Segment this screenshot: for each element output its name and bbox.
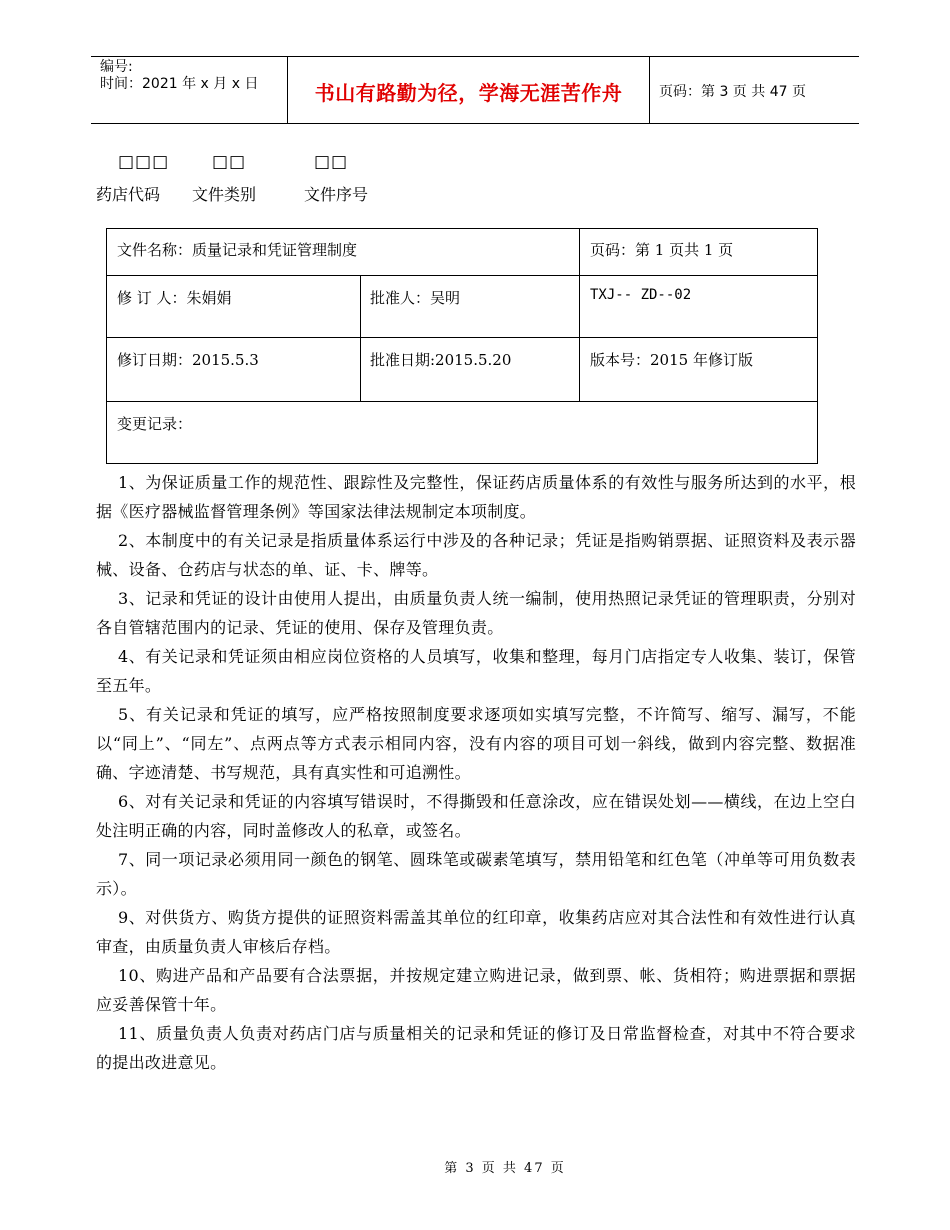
header-page-number: 页码：第 3 页 共 47 页 (659, 84, 806, 100)
revise-date-cell: 修订日期：2015.5.3 (117, 351, 259, 369)
regulation-clause: 9、对供货方、购货方提供的证照资料需盖其单位的红印章，收集药店应对其合法性和有效性进行认真审查，由质量负责人审核后存档。 (96, 908, 856, 956)
approver-cell: 批准人：吴明 (370, 289, 461, 307)
table-rule (107, 337, 817, 338)
pharmacy-code-boxes: □□□ (118, 152, 170, 172)
regulation-clause: 1、为保证质量工作的规范性、跟踪性及完整性，保证药店质量体系的有效性与服务所达到的水平，根据《医疗器械监督管理条例》等国家法律法规制定本项制度。 (96, 473, 856, 521)
regulation-clause: 11、质量负责人负责对药店门店与质量相关的记录和凭证的修订及日常监督检查，对其中不符合要求的提出改进意见。 (96, 1024, 856, 1072)
regulation-body (96, 468, 856, 1077)
regulation-clause: 2、本制度中的有关记录是指质量体系运行中涉及的各种记录；凭证是指购销票据、证照资料及表示器械、设备、仓药店与状态的单、证、卡、牌等。 (96, 531, 856, 579)
change-log-cell: 变更记录： (117, 415, 193, 433)
header-motto: 书山有路勤为径，学海无涯苦作舟 (314, 81, 623, 105)
header-meta (100, 59, 258, 93)
regulation-clause: 6、对有关记录和凭证的内容填写错误时，不得撕毁和任意涂改，应在错误处划——横线，在边上空白处注明正确的内容，同时盖修改人的私章，或签名。 (96, 792, 856, 840)
document-number-label: 编号: (100, 59, 133, 75)
regulation-clause: 3、记录和凭证的设计由使用人提出，由质量负责人统一编制，使用热照记录凭证的管理职责，分别对各自管辖范围内的记录、凭证的使用、保存及管理负责。 (96, 589, 856, 637)
page-cell: 页码：第 1 页共 1 页 (590, 241, 734, 259)
table-rule (360, 275, 361, 401)
document-info-table (106, 228, 818, 464)
footer-page-number: 第 3 页 共 47 页 (444, 1161, 566, 1176)
code-boxes-row (0, 152, 950, 172)
code-labels-row (0, 182, 950, 204)
regulation-clause: 4、有关记录和凭证须由相应岗位资格的人员填写，收集和整理，每月门店指定专人收集、装订，保管至五年。 (96, 647, 856, 695)
regulation-clause: 10、购进产品和产品要有合法票据，并按规定建立购进记录，做到票、帐、货相符；购进票据和票据应妥善保管十年。 (96, 966, 856, 1014)
file-category-boxes: □□ (212, 152, 247, 172)
table-rule (107, 401, 817, 402)
file-sequence-label: 文件序号 (304, 185, 369, 204)
file-sequence-boxes: □□ (314, 152, 349, 172)
doc-code-cell: TXJ-- ZD--02 (590, 287, 692, 303)
file-category-label: 文件类别 (192, 185, 257, 204)
file-name-cell: 文件名称：质量记录和凭证管理制度 (117, 241, 358, 259)
pharmacy-code-label: 药店代码 (96, 185, 161, 204)
page-footer (0, 1157, 950, 1176)
approve-date-cell: 批准日期:2015.5.20 (370, 351, 512, 369)
header-divider (649, 57, 650, 123)
page-header (91, 56, 859, 124)
regulation-clause: 5、有关记录和凭证的填写，应严格按照制度要求逐项如实填写完整，不许简写、缩写、漏写，不能以“同上”、“同左”、点两点等方式表示相同内容，没有内容的项目可划一斜线，做到内容完整、数据准确、字迹清楚、书写规范，具有真实性和可追溯性。 (96, 705, 856, 782)
reviser-cell: 修 订 人：朱娟娟 (117, 289, 232, 307)
version-cell: 版本号：2015 年修订版 (590, 351, 753, 369)
document-time-label: 时间：2021 年 x 月 x 日 (100, 76, 259, 92)
regulation-clause: 7、同一项记录必须用同一颜色的钢笔、圆珠笔或碳素笔填写，禁用铅笔和红色笔（冲单等可用负数表示）。 (96, 850, 856, 898)
table-rule (107, 275, 817, 276)
table-rule (579, 229, 580, 401)
